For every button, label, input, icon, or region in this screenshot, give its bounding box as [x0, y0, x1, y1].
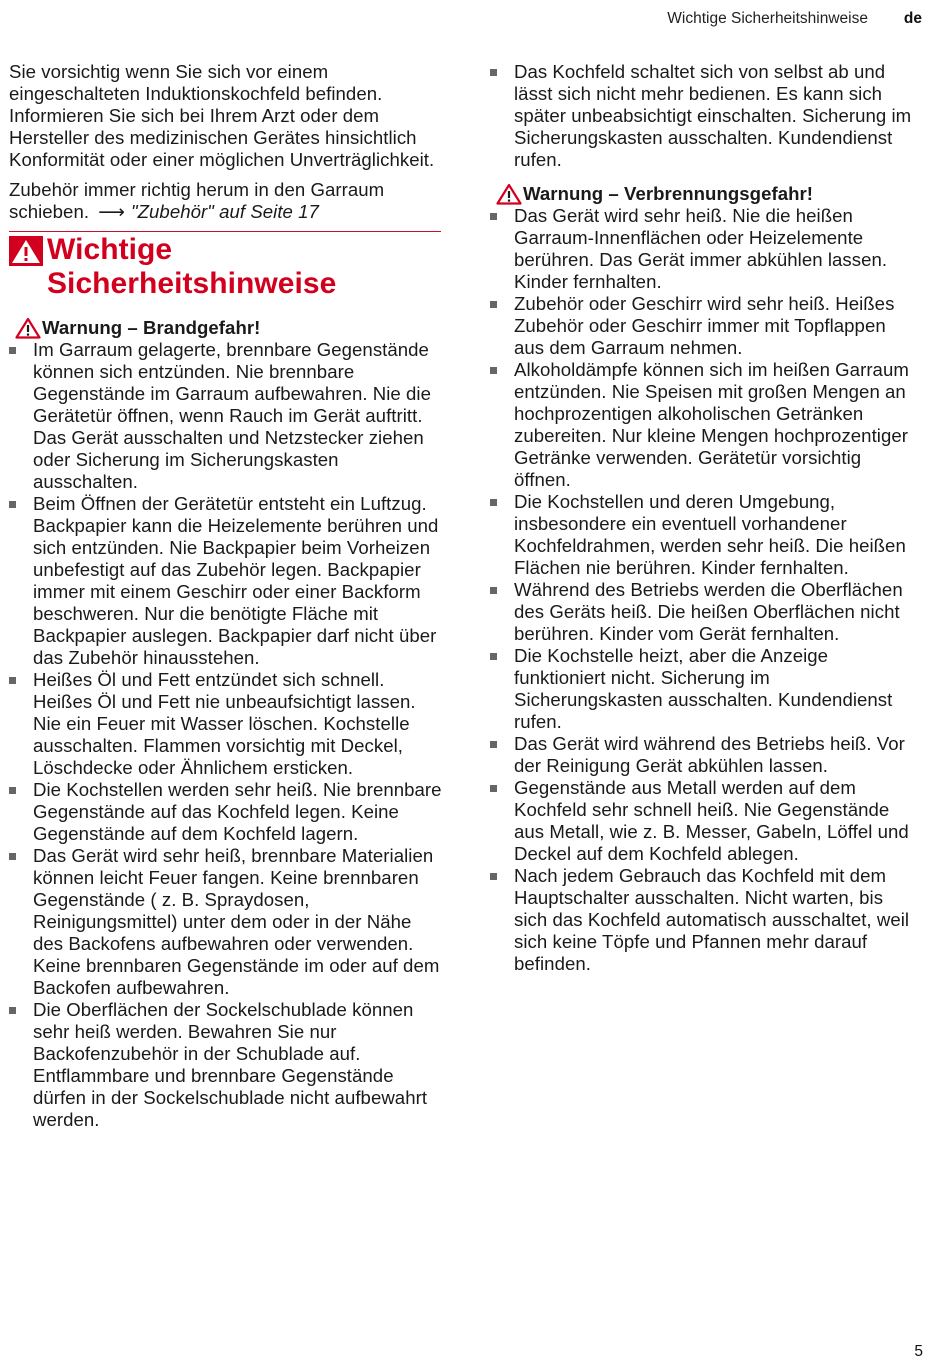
list-item: [490, 777, 920, 865]
warning-burn-text: Warnung – Verbrennungsgefahr!: [523, 183, 814, 204]
warning-triangle-icon: [15, 317, 41, 339]
list-item-text: Das Gerät wird während des Betriebs heiß. Vor der Reinigung Gerät abkühlen lassen.: [514, 733, 905, 776]
warning-burn-heading: [490, 183, 920, 205]
section-title-line1: Wichtige: [47, 233, 173, 266]
list-item-text: Heißes Öl und Fett entzündet sich schnell. Heißes Öl und Fett nie unbeaufsichtigt lassen. Nie ein Feuer mit Wasser löschen. Kochstelle ausschalten. Flammen vorsichtig mit Deckel, Löschdecke oder Ähnlichem ersticken.: [33, 669, 416, 778]
list-item-text: Zubehör oder Geschirr wird sehr heiß. Heißes Zubehör oder Geschirr immer mit Topflappen aus dem Garraum nehmen.: [514, 293, 895, 358]
section-title-line2: Sicherheitshinweise: [47, 267, 337, 300]
bullet-square-icon: [490, 587, 497, 594]
list-item: [490, 491, 920, 579]
intro-paragraph: Sie vorsichtig wenn Sie sich vor einem eingeschalteten Induktionskochfeld befinden. Informieren Sie sich bei Ihrem Arzt oder dem Hersteller des medizinischen Gerätes hinsichtlich Konformität oder einer möglichen Unverträglichkeit.: [9, 61, 435, 170]
list-item-text: Das Kochfeld schaltet sich von selbst ab und lässt sich nicht mehr bedienen. Es kann sich später unbeabsichtigt einschalten. Sicherung im Sicherungskasten ausschalten. Kundendienst rufen.: [514, 61, 912, 170]
left-column: [9, 61, 445, 1131]
list-item-text: Im Garraum gelagerte, brennbare Gegenstände können sich entzünden. Nie brennbare Gegenstände im Garraum aufbewahren. Nie die Gerätetür öffnen, wenn Rauch im Gerät auftritt. Das Gerät ausschalten und Netzstecker ziehen oder Sicherung im Sicherungskasten ausschalten.: [33, 339, 432, 492]
list-item: [490, 579, 920, 645]
burn-warning-list: [490, 205, 920, 975]
list-item-text: Das Gerät wird sehr heiß. Nie die heißen Garraum-Innenflächen oder Heizelemente berühren. Das Gerät immer abkühlen lassen. Kinder fernhalten.: [514, 205, 888, 292]
accessory-text: Zubehör immer richtig herum in den Garraum schieben.: [9, 179, 385, 222]
list-item: [490, 205, 920, 293]
list-item: [490, 293, 920, 359]
list-item-text: Die Oberflächen der Sockelschublade können sehr heiß werden. Bewahren Sie nur Backofenzubehör in der Schublade auf. Entflammbare und brennbare Gegenstände dürfen in der Sockelschublade nicht aufbewahrt werden.: [33, 999, 428, 1130]
bullet-square-icon: [9, 677, 16, 684]
bullet-square-icon: [490, 301, 497, 308]
bullet-square-icon: [9, 1007, 16, 1014]
bullet-square-icon: [9, 501, 16, 508]
fire-warning-list: [9, 339, 445, 1131]
bullet-square-icon: [9, 347, 16, 354]
list-item: [490, 865, 920, 975]
bullet-square-icon: [490, 499, 497, 506]
safety-section: [9, 231, 441, 301]
bullet-square-icon: [490, 741, 497, 748]
list-item: [9, 845, 445, 999]
list-item: [490, 733, 920, 777]
bullet-square-icon: [490, 69, 497, 76]
bullet-square-icon: [490, 213, 497, 220]
list-item: [9, 669, 445, 779]
list-item: [490, 645, 920, 733]
list-item: [9, 339, 445, 493]
list-item-text: Die Kochstellen werden sehr heiß. Nie brennbare Gegenstände auf das Kochfeld legen. Keine Gegenstände auf dem Kochfeld lagern.: [33, 779, 442, 844]
list-item-text: Nach jedem Gebrauch das Kochfeld mit dem Hauptschalter ausschalten. Nicht warten, bis sich das Kochfeld automatisch ausschaltet, weil sich keine Töpfe und Pfannen mehr darauf befinden.: [514, 865, 910, 974]
page-header: [0, 10, 950, 30]
accessory-paragraph: [9, 179, 445, 223]
bullet-square-icon: [490, 367, 497, 374]
warning-fire-text: Warnung – Brandgefahr!: [42, 317, 261, 338]
list-item: [9, 999, 445, 1131]
list-item: [490, 359, 920, 491]
section-title: [9, 233, 441, 301]
accessory-page-link[interactable]: "Zubehör" auf Seite 17: [130, 201, 319, 222]
arrow-right-icon: ⟶: [98, 201, 125, 222]
bullet-square-icon: [490, 785, 497, 792]
bullet-square-icon: [490, 873, 497, 880]
list-item: [9, 779, 445, 845]
list-item-text: Beim Öffnen der Gerätetür entsteht ein Luftzug. Backpapier kann die Heizelemente berühren und sich entzünden. Nie Backpapier beim Vorheizen unbefestigt auf das Zubehör legen. Backpapier immer mit einem Geschirr oder einer Backform beschweren. Nur die benötigte Fläche mit Backpapier auslegen. Backpapier darf nicht über das Zubehör hinausstehen.: [33, 493, 439, 668]
warning-fire-heading: [9, 317, 445, 339]
list-item-text: Alkoholdämpfe können sich im heißen Garraum entzünden. Nie Speisen mit großen Mengen an hochprozentigen alkoholischen Getränken zubereiten. Nur kleine Mengen hochprozentiger Getränke verwenden. Gerätetür vorsichtig öffnen.: [514, 359, 909, 490]
warning-box-icon: [9, 236, 43, 266]
list-item-text: Während des Betriebs werden die Oberflächen des Geräts heiß. Die heißen Oberflächen nicht berühren. Kinder vom Gerät fernhalten.: [514, 579, 903, 644]
bullet-square-icon: [9, 787, 16, 794]
list-item: [9, 493, 445, 669]
bullet-square-icon: [490, 653, 497, 660]
language-code: de: [903, 10, 922, 27]
page-number: 5: [914, 1343, 923, 1360]
continued-warning-list: [490, 61, 920, 171]
list-item-text: Gegenstände aus Metall werden auf dem Kochfeld sehr schnell heiß. Nie Gegenstände aus Metall, wie z. B. Messer, Gabeln, Löffel und Deckel auf dem Kochfeld ablegen.: [514, 777, 909, 864]
list-item: [490, 61, 920, 171]
list-item-text: Das Gerät wird sehr heiß, brennbare Materialien können leicht Feuer fangen. Keine brennbaren Gegenstände ( z. B. Spraydosen, Reinigungsmittel) unter dem oder in der Nähe des Backofens aufbewahren oder verwenden. Keine brennbaren Gegenstände im oder auf dem Backofen aufbewahren.: [33, 845, 440, 998]
list-item-text: Die Kochstellen und deren Umgebung, insbesondere ein eventuell vorhandener Kochfeldrahmen, werden sehr heiß. Die heißen Flächen nie berühren. Kinder fernhalten.: [514, 491, 906, 578]
header-title: Wichtige Sicherheitshinweise: [667, 10, 868, 27]
list-item-text: Die Kochstelle heizt, aber die Anzeige funktioniert nicht. Sicherung im Sicherungskasten ausschalten. Kundendienst rufen.: [514, 645, 893, 732]
right-column: [490, 61, 920, 975]
warning-triangle-icon: [496, 183, 522, 205]
bullet-square-icon: [9, 853, 16, 860]
section-title-text: [47, 233, 336, 301]
